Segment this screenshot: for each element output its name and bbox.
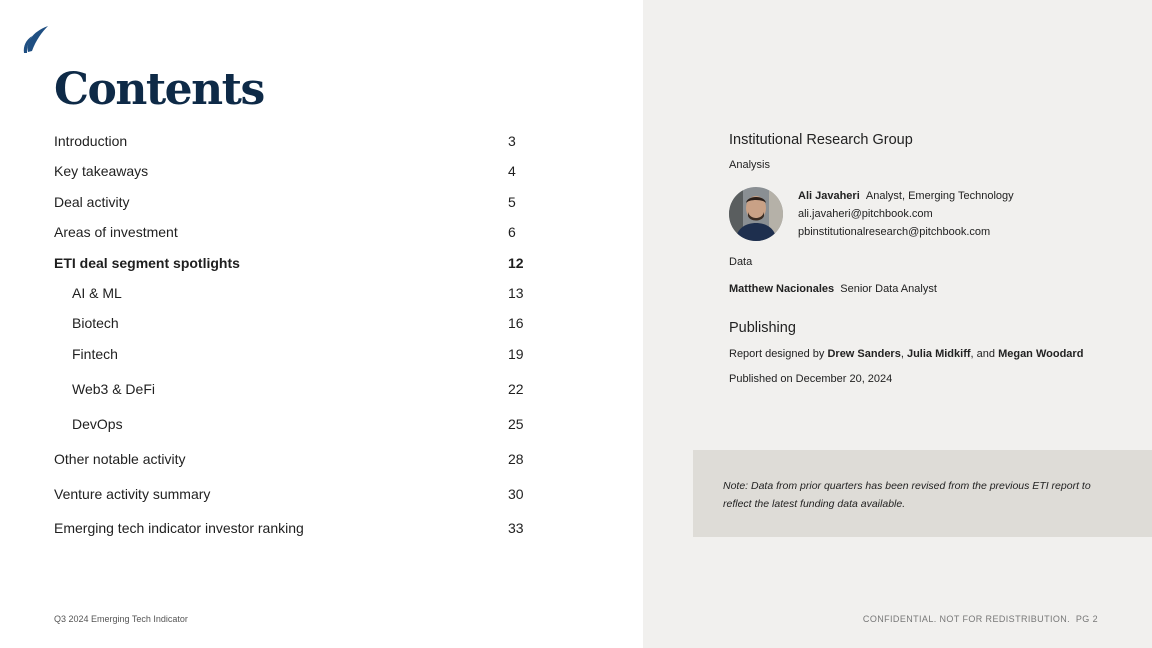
toc-item-page: 5 (508, 194, 516, 210)
data-person-line (729, 283, 937, 295)
toc-item[interactable] (54, 484, 534, 504)
toc-item-page: 13 (508, 285, 524, 301)
toc-item-page: 33 (508, 520, 524, 536)
toc-item[interactable] (54, 161, 534, 181)
toc-item-page: 30 (508, 486, 524, 502)
sail-logo-icon (22, 24, 50, 54)
published-date: Published on December 20, 2024 (729, 373, 893, 385)
toc-item-label: Deal activity (54, 194, 130, 210)
toc-item-page: 25 (508, 416, 524, 432)
designed-by-prefix: Report designed by (729, 348, 825, 360)
analysis-label: Analysis (729, 159, 770, 171)
data-label: Data (729, 256, 753, 268)
publishing-title: Publishing (729, 320, 796, 336)
analyst-role: Analyst, Emerging Technology (865, 190, 1014, 202)
designer-name: Megan Woodard (998, 348, 1084, 360)
footer-report-name: Q3 2024 Emerging Tech Indicator (54, 614, 188, 624)
research-group-title: Institutional Research Group (729, 132, 913, 148)
toc-item-label: Introduction (54, 133, 128, 149)
toc-subitem[interactable] (54, 283, 534, 303)
data-person-role: Senior Data Analyst (840, 283, 937, 295)
team-email[interactable]: pbinstitutionalresearch@pitchbook.com (798, 226, 991, 238)
toc-subitem[interactable] (54, 344, 534, 364)
toc-item-page: 4 (508, 163, 516, 179)
toc-item-label: Fintech (72, 346, 118, 362)
toc-subitem[interactable] (54, 414, 534, 434)
toc-item-label: Areas of investment (54, 224, 178, 240)
right-page (643, 0, 1152, 648)
toc-item-label: AI & ML (72, 285, 122, 301)
toc-subitem[interactable] (54, 379, 534, 399)
note-text: Note: Data from prior quarters has been revised from the previous ETI report to reflect the latest funding data available. (723, 480, 1091, 510)
toc-subitem[interactable] (54, 313, 534, 333)
toc-item-page: 3 (508, 133, 516, 149)
page-title: Contents (54, 64, 264, 115)
data-person-name: Matthew Nacionales (729, 283, 835, 295)
designer-name: Drew Sanders (827, 348, 901, 360)
toc-item[interactable] (54, 192, 534, 212)
avatar-photo-icon (729, 187, 783, 241)
toc-item-label: Other notable activity (54, 451, 186, 467)
toc-item-page: 22 (508, 381, 524, 397)
toc-item-page: 16 (508, 315, 524, 331)
toc-item-label: Web3 & DeFi (72, 381, 155, 397)
designed-by-line (729, 348, 1083, 360)
toc-item-page: 12 (508, 255, 524, 271)
designer-separator: , (900, 348, 904, 360)
designer-separator: , and (970, 348, 995, 360)
note-box (693, 450, 1152, 537)
toc-item-label: Biotech (72, 315, 119, 331)
toc-item[interactable] (54, 518, 534, 538)
toc-item-page: 6 (508, 224, 516, 240)
toc-item[interactable] (54, 222, 534, 242)
analyst-avatar (729, 187, 783, 241)
analyst-name-line (798, 189, 1014, 203)
toc-item-label: Emerging tech indicator investor ranking (54, 520, 304, 536)
footer-confidential (863, 614, 1098, 624)
toc-item[interactable] (54, 131, 534, 151)
toc-item-label: Key takeaways (54, 163, 149, 179)
toc-item[interactable] (54, 449, 534, 469)
analyst-name: Ali Javaheri (798, 190, 860, 202)
confidential-notice: CONFIDENTIAL. NOT FOR REDISTRIBUTION. (862, 614, 1071, 624)
designer-name: Julia Midkiff (906, 348, 971, 360)
page-number: PG 2 (1075, 614, 1098, 624)
toc-item-page: 28 (508, 451, 524, 467)
toc-item-label: DevOps (72, 416, 123, 432)
toc-item-label: ETI deal segment spotlights (54, 255, 240, 271)
toc-section-heading[interactable] (54, 253, 534, 273)
analyst-email[interactable]: ali.javaheri@pitchbook.com (798, 208, 933, 220)
toc-item-page: 19 (508, 346, 524, 362)
toc-item-label: Venture activity summary (54, 486, 211, 502)
